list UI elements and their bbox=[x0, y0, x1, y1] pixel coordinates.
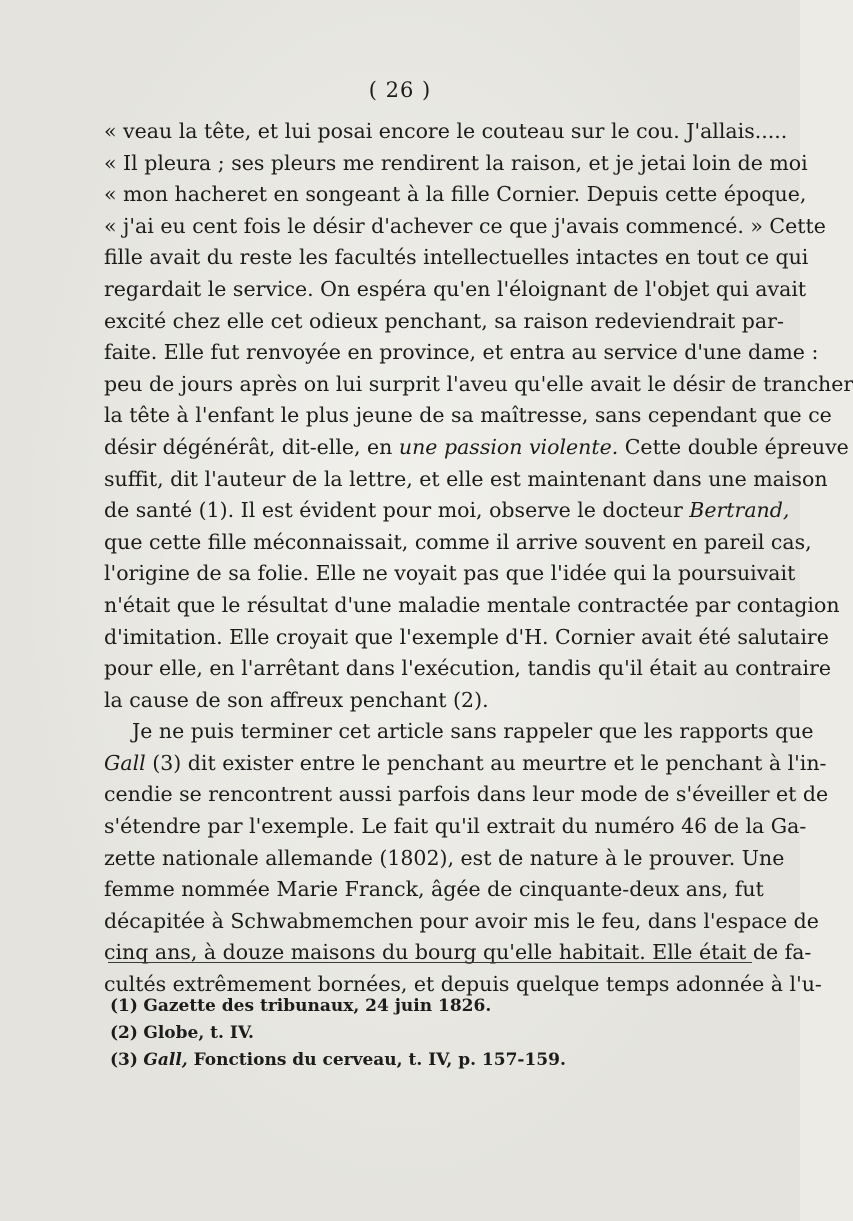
text-line bbox=[104, 748, 827, 780]
footnote bbox=[110, 1047, 710, 1074]
text-line: « Il pleura ; ses pleurs me rendirent la raison, et je jetai loin de moi bbox=[104, 150, 808, 175]
text-line: que cette fille méconnaissait, comme il arrive souvent en pareil cas, bbox=[104, 529, 812, 554]
text-line: n'était que le résultat d'une maladie mentale contractée par contagion bbox=[104, 592, 840, 617]
text-line: suffit, dit l'auteur de la lettre, et elle est maintenant dans une maison bbox=[104, 466, 828, 491]
text-line: l'origine de sa folie. Elle ne voyait pas que l'idée qui la poursuivait bbox=[104, 561, 796, 586]
footnote-text: Fonctions du cerveau, t. IV, p. 157-159. bbox=[187, 1050, 566, 1070]
footnote-separator bbox=[108, 962, 752, 963]
footnote bbox=[110, 1020, 710, 1047]
text-line: faite. Elle fut renvoyée en province, et entra au service d'une dame : bbox=[104, 340, 819, 365]
text-line: d'imitation. Elle croyait que l'exemple d'H. Cornier avait été salutaire bbox=[104, 624, 829, 649]
text-line: « veau la tête, et lui posai encore le couteau sur le cou. J'allais..... bbox=[104, 119, 788, 143]
text-line: décapitée à Schwabmemchen pour avoir mis le feu, dans l'espace de bbox=[104, 908, 819, 933]
text-segment: Cette double épreuve bbox=[618, 434, 849, 459]
text-line bbox=[104, 495, 790, 527]
footnotes bbox=[110, 993, 710, 1074]
body-text bbox=[104, 116, 853, 1001]
text-line: la tête à l'enfant le plus jeune de sa maîtresse, sans cependant que ce bbox=[104, 403, 832, 428]
text-line: cultés extrêmement bornées, et depuis quelque temps adonnée à l'u- bbox=[104, 972, 822, 997]
text-line: fille avait du reste les facultés intellectuelles intactes en tout ce qui bbox=[104, 245, 809, 270]
text-line: Je ne puis terminer cet article sans rappeler que les rapports que bbox=[132, 719, 814, 744]
text-line: cendie se rencontrent aussi parfois dans leur mode de s'éveiller et de bbox=[104, 782, 829, 807]
text-line: zette nationale allemande (1802), est de nature à le prouver. Une bbox=[104, 845, 785, 870]
text-line: s'étendre par l'exemple. Le fait qu'il extrait du numéro 46 de la Ga- bbox=[104, 814, 807, 839]
text-line: « j'ai eu cent fois le désir d'achever ce que j'avais commencé. » Cette bbox=[104, 213, 826, 238]
footnote-marker: (1) bbox=[110, 996, 138, 1016]
italic-name: Gall bbox=[104, 750, 146, 775]
page-number: ( 26 ) bbox=[368, 78, 432, 102]
italic-phrase: une passion violente. bbox=[398, 434, 619, 459]
italic-name: Bertrand, bbox=[689, 498, 790, 523]
footnote-author: Gall, bbox=[143, 1050, 188, 1070]
footnote-marker: (3) bbox=[110, 1050, 138, 1070]
text-line: femme nommée Marie Franck, âgée de cinquante-deux ans, fut bbox=[104, 877, 764, 902]
text-line: « mon hacheret en songeant à la fille Cornier. Depuis cette époque, bbox=[104, 182, 807, 207]
text-line: cinq ans, à douze maisons du bourg qu'elle habitait. Elle était de fa- bbox=[104, 940, 812, 965]
footnote-marker: (2) bbox=[110, 1023, 138, 1043]
footnote bbox=[110, 993, 710, 1020]
footnote-text: Gazette des tribunaux, 24 juin 1826. bbox=[143, 996, 492, 1016]
text-line: regardait le service. On espéra qu'en l'éloignant de l'objet qui avait bbox=[104, 276, 807, 301]
text-segment: désir dégénérât, dit-elle, en bbox=[104, 434, 393, 459]
text-line: peu de jours après on lui surprit l'aveu qu'elle avait le désir de trancher bbox=[104, 371, 853, 396]
footnote-text: Globe, t. IV. bbox=[143, 1023, 254, 1043]
text-segment: de santé (1). Il est évident pour moi, observe le docteur bbox=[104, 498, 683, 523]
text-line bbox=[104, 432, 849, 464]
text-line: excité chez elle cet odieux penchant, sa raison redeviendrait par- bbox=[104, 308, 784, 333]
text-line: la cause de son affreux penchant (2). bbox=[104, 687, 489, 712]
text-line: pour elle, en l'arrêtant dans l'exécution, tandis qu'il était au contraire bbox=[104, 656, 832, 681]
text-segment: (3) dit exister entre le penchant au meurtre et le penchant à l'in- bbox=[152, 750, 827, 775]
